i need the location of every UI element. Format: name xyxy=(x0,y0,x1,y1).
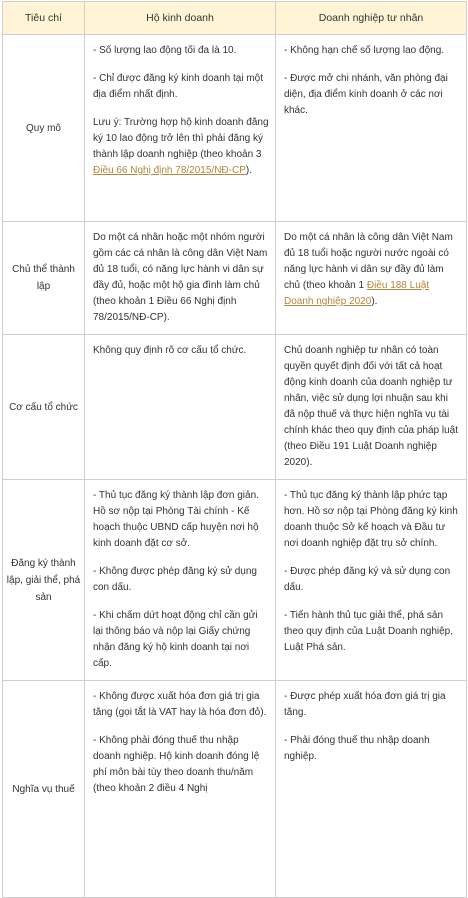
cell-text xyxy=(93,115,269,179)
owner-tail: ). xyxy=(371,296,378,307)
enterprise-cell xyxy=(276,35,467,222)
criterion-cell: Chủ thể thành lập xyxy=(3,222,85,335)
household-cell xyxy=(85,222,276,335)
table-row xyxy=(3,335,467,480)
table-row xyxy=(3,480,467,681)
household-cell xyxy=(85,35,276,222)
header-criterion: Tiêu chí xyxy=(3,2,85,35)
criterion-cell: Đăng ký thành lập, giải thể, phá sản xyxy=(3,480,85,681)
cell-text: - Thủ tục đăng ký thành lập phức tạp hơn. Hồ sơ nộp tại Phòng đăng ký kinh doanh thuộc Sở kế hoạch và Đầu tư nơi doanh nghiệp đặt trụ sở chính. xyxy=(284,490,458,549)
cell-text xyxy=(284,230,460,310)
header-row xyxy=(3,2,467,35)
cell-text: - Chỉ được đăng ký kinh doanh tại một địa điểm nhất định. xyxy=(93,73,264,100)
note-text: Lưu ý: Trường hợp hộ kinh doanh đăng ký 10 lao động trở lên thì phải đăng ký thành lập doanh nghiệp (theo khoản 3 xyxy=(93,117,269,160)
cell-text: - Thủ tục đăng ký thành lập đơn giản. Hồ sơ nộp tại Phòng Tài chính - Kế hoạch thuộc UBND cấp huyện nơi hộ kinh doanh đặt cơ sở. xyxy=(93,490,259,549)
law-link[interactable]: Điều 66 Nghị định 78/2015/NĐ-CP xyxy=(93,165,246,176)
criterion-cell: Cơ cấu tổ chức xyxy=(3,335,85,480)
cell-text: - Được mở chi nhánh, văn phòng đại diện, địa điểm kinh doanh ở các nơi khác. xyxy=(284,73,448,116)
cell-text: - Được phép xuất hóa đơn giá trị gia tăng. xyxy=(284,691,446,718)
comparison-table xyxy=(2,1,467,898)
cell-text: - Tiến hành thủ tục giải thể, phá sản theo quy định của Luật Doanh nghiệp, Luật Phá sản. xyxy=(284,610,454,653)
enterprise-cell xyxy=(276,480,467,681)
table-row xyxy=(3,222,467,335)
note-tail: ). xyxy=(245,165,252,176)
criterion-cell: Quy mô xyxy=(3,35,85,222)
cell-text: - Phải đóng thuế thu nhập doanh nghiệp. xyxy=(284,735,430,762)
cell-text: Không quy định rõ cơ cấu tổ chức. xyxy=(93,345,247,356)
cell-text: - Khi chấm dứt hoạt động chỉ cần gửi lại thông báo và nộp lại Giấy chứng nhận đăng ký hộ kinh doanh tại nơi cấp. xyxy=(93,610,258,669)
enterprise-cell xyxy=(276,335,467,480)
criterion-cell: Nghĩa vụ thuế xyxy=(3,681,85,898)
cell-text: - Số lượng lao động tối đa là 10. xyxy=(93,45,237,56)
law-link[interactable]: Điều 188 Luật Doanh nghiệp 2020 xyxy=(284,280,430,307)
cell-text: - Không được xuất hóa đơn giá trị gia tăng (gọi tắt là VAT hay là hóa đơn đỏ). xyxy=(93,691,267,718)
header-household-business: Hộ kinh doanh xyxy=(85,2,276,35)
cell-text: Chủ doanh nghiệp tư nhân có toàn quyền quyết định đối với tất cả hoạt động kinh doanh của doanh nghiệp tư nhân, việc sử dụng lợi nhuận sau khi đã nộp thuế và thực hiện nghĩa vụ tài chính khác theo quy định của pháp luật (theo Điều 191 Luật Doanh nghiệp 2020). xyxy=(284,345,459,468)
cell-text: Do một cá nhân hoặc một nhóm người gồm các cá nhân là công dân Việt Nam đủ 18 tuổi, có năng lực hành vi dân sự đầy đủ, hoặc một hộ gia đình làm chủ (theo khoản 1 Điều 66 Nghị định 78/2015/NĐ-CP). xyxy=(93,232,268,323)
cell-text: - Không phải đóng thuế thu nhập doanh nghiệp. Hộ kinh doanh đóng lệ phí môn bài tùy theo doanh thu/năm (theo khoản 2 điều 4 Nghị xyxy=(93,735,260,794)
table-row xyxy=(3,681,467,898)
household-cell xyxy=(85,681,276,898)
enterprise-cell xyxy=(276,222,467,335)
header-private-enterprise: Doanh nghiệp tư nhân xyxy=(276,2,467,35)
household-cell xyxy=(85,335,276,480)
table-row xyxy=(3,35,467,222)
enterprise-cell xyxy=(276,681,467,898)
cell-text: - Được phép đăng ký và sử dụng con dấu. xyxy=(284,566,451,593)
cell-text: - Không hạn chế số lượng lao động. xyxy=(284,45,445,56)
household-cell xyxy=(85,480,276,681)
cell-text: - Không được phép đăng ký sử dụng con dấu. xyxy=(93,566,257,593)
owner-text: Do một cá nhân là công dân Việt Nam đủ 18 tuổi hoặc người nước ngoài có năng lực hành vi dân sự đầy đủ làm chủ (theo khoản 1 xyxy=(284,232,453,291)
